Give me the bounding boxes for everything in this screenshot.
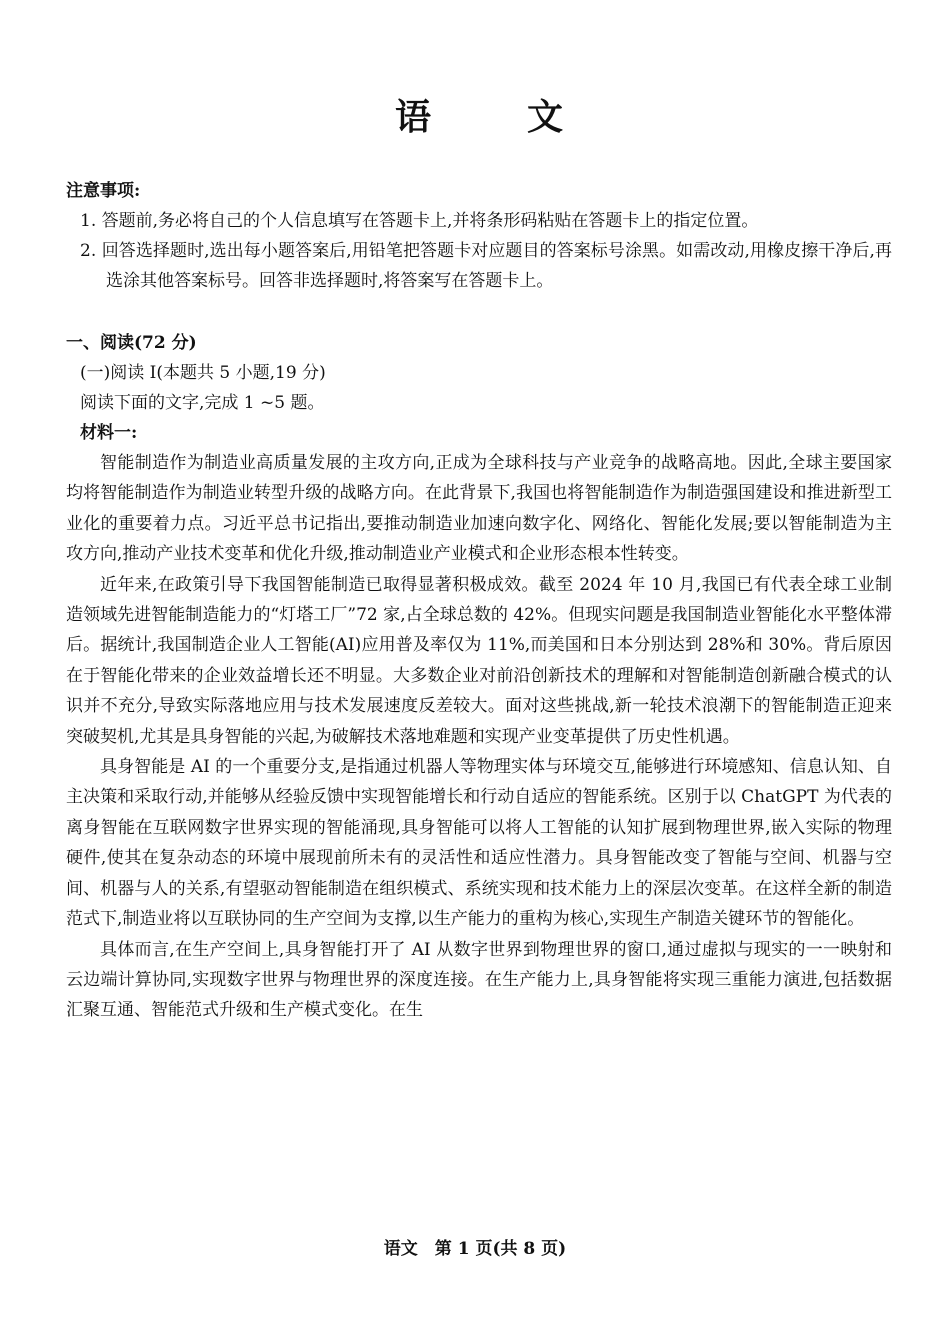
material-label: 材料一: bbox=[80, 423, 138, 443]
section-heading: 一、阅读(72 分) bbox=[66, 333, 197, 353]
notice-heading: 注意事项: bbox=[66, 181, 141, 201]
paragraph-1: 智能制造作为制造业高质量发展的主攻方向,正成为全球科技与产业竞争的战略高地。因此,全球主要国家均将智能制造作为制造业转型升级的战略方向。在此背景下,我国也将智能制造作为制造强国建设和推进新型工业化的重要着力点。习近平总书记指出,要推动制造业加速向数字化、网络化、智能化发展;要以智能制造为主攻方向,推动产业技术变革和优化升级,推动制造业产业模式和企业形态根本性转变。 bbox=[66, 453, 892, 565]
paragraph-3: 具身智能是 AI 的一个重要分支,是指通过机器人等物理实体与环境交互,能够进行环境感知、信息认知、自主决策和采取行动,并能够从经验反馈中实现智能增长和行动自适应的智能系统。区别于以 ChatGPT 为代表的离身智能在互联网数字世界实现的智能涌现,具身智能可以将人工智能的认知扩展到物理世界,嵌入实际的物理硬件,使其在复杂动态的环境中展现前所未有的灵活性和适应性潜力。具身智能改变了智能与空间、机器与空间、机器与人的关系,有望驱动智能制造在组织模式、系统实现和技术能力上的深层次变革。在这样全新的制造范式下,制造业将以互联协同的生产空间为支撑,以生产能力的重构为核心,实现生产制造关键环节的智能化。 bbox=[66, 757, 892, 930]
notice-block bbox=[66, 176, 892, 296]
notice-item-1: 1. 答题前,务必将自己的个人信息填写在答题卡上,并将条形码粘贴在答题卡上的指定位置。 bbox=[80, 211, 759, 231]
page-title: 语 文 bbox=[394, 96, 593, 138]
instruction-text: 阅读下面的文字,完成 1 ~5 题。 bbox=[80, 393, 325, 413]
sub-section-heading: (一)阅读 I(本题共 5 小题,19 分) bbox=[80, 363, 326, 383]
reading-section bbox=[66, 328, 892, 1026]
notice-item-2: 2. 回答选择题时,选出每小题答案后,用铅笔把答题卡对应题目的答案标号涂黑。如需改动,用橡皮擦干净后,再选涂其他答案标号。回答非选择题时,将答案写在答题卡上。 bbox=[80, 241, 892, 291]
paragraph-4: 具体而言,在生产空间上,具身智能打开了 AI 从数字世界到物理世界的窗口,通过虚拟与现实的一一映射和云边端计算协同,实现数字世界与物理世界的深度连接。在生产能力上,具身智能将实现三重能力演进,包括数据汇聚互通、智能范式升级和生产模式变化。在生 bbox=[66, 939, 892, 1021]
page-footer: 语文 第 1 页(共 8 页) bbox=[383, 1239, 567, 1259]
paragraph-2: 近年来,在政策引导下我国智能制造已取得显著积极成效。截至 2024 年 10 月,我国已有代表全球工业制造领域先进智能制造能力的“灯塔工厂”72 家,占全球总数的 42%。但现实问题是我国制造业智能化水平整体滞后。据统计,我国制造企业人工智能(AI)应用普及率仅为 11%,而美国和日本分别达到 28%和 30%。背后原因在于智能化带来的企业效益增长还不明显。大多数企业对前沿创新技术的理解和对智能制造创新融合模式的认识并不充分,导致实际落地应用与技术发展速度反差较大。面对这些挑战,新一轮技术浪潮下的智能制造正迎来突破契机,尤其是具身智能的兴起,为破解技术落地难题和实现产业变革提供了历史性机遇。 bbox=[66, 574, 892, 747]
